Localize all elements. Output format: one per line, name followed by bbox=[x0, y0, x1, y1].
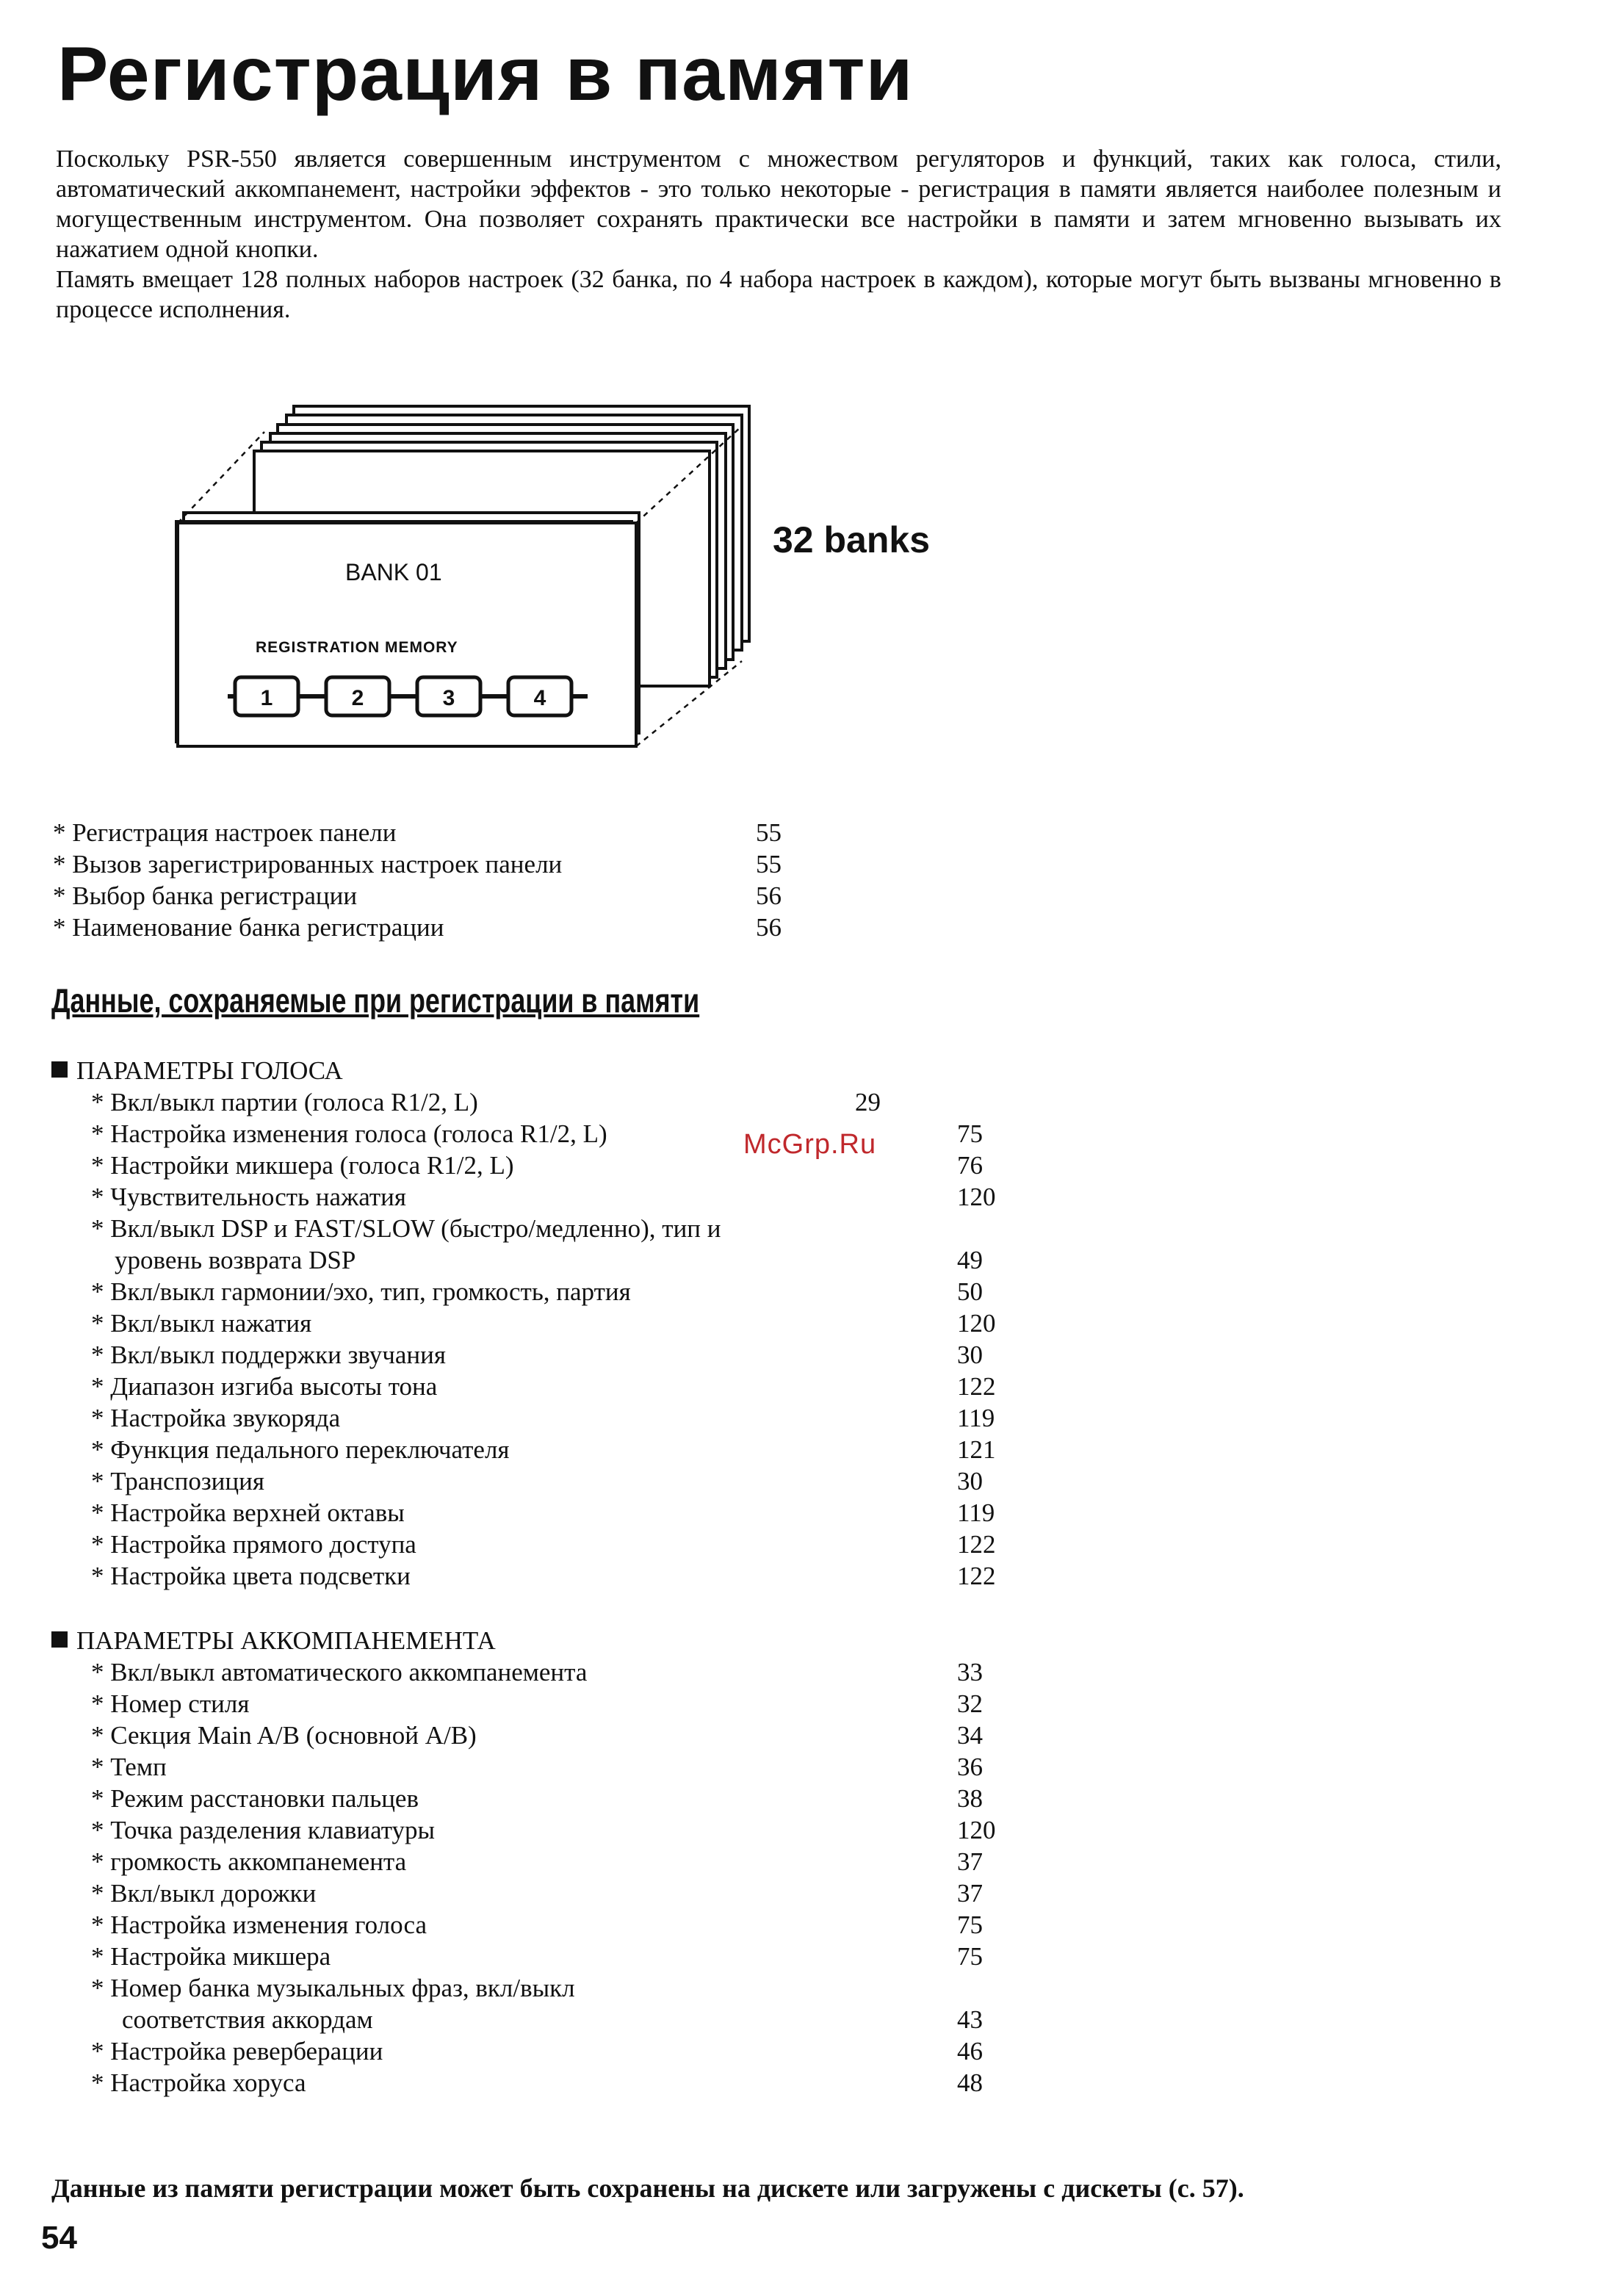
list-item: * Режим расстановки пальцев 38 bbox=[91, 1784, 983, 1813]
footer-note: Данные из памяти регистрации может быть сохранены на дискете или загружены с дискеты (с. 57). bbox=[51, 2173, 1244, 2203]
page-number: 54 bbox=[41, 2220, 77, 2256]
list-item: * Вкл/выкл нажатия 120 bbox=[91, 1309, 996, 1338]
intro-text bbox=[56, 144, 1501, 325]
memory-button-3 bbox=[417, 677, 480, 715]
list-item: * Настройка изменения голоса (голоса R1/2, L) 75 bbox=[91, 1119, 983, 1148]
svg-text:3: 3 bbox=[442, 686, 455, 710]
list-item: * громкость аккомпанемента 37 bbox=[91, 1847, 983, 1876]
list-item: * Настройка звукоряда 119 bbox=[91, 1404, 995, 1432]
list-item: * Настройка реверберации 46 bbox=[91, 2037, 983, 2065]
list-item: * Номер банка музыкальных фраз, вкл/выкл bbox=[91, 1974, 575, 2002]
list-item: * Настройка микшера 75 bbox=[91, 1942, 983, 1971]
svg-text:2: 2 bbox=[351, 686, 364, 710]
list-item: * Вкл/выкл DSP и FAST/SLOW (быстро/медленно), тип и bbox=[91, 1214, 721, 1243]
list-item: * Вкл/выкл автоматического аккомпанемента 33 bbox=[91, 1658, 983, 1686]
list-item: * Вкл/выкл партии (голоса R1/2, L) 29 bbox=[91, 1088, 881, 1116]
list-item: * Диапазон изгиба высоты тона 122 bbox=[91, 1372, 996, 1401]
list-item: * Настройка хоруса 48 bbox=[91, 2068, 983, 2097]
list-item: * Номер стиля 32 bbox=[91, 1689, 983, 1718]
svg-text:1: 1 bbox=[260, 686, 273, 710]
section-heading: Данные, сохраняемые при регистрации в памяти bbox=[51, 981, 700, 1020]
registration-memory-label: REGISTRATION MEMORY bbox=[256, 639, 458, 656]
group-title: ПАРАМЕТРЫ ГОЛОСА bbox=[51, 1056, 343, 1088]
perspective-line bbox=[178, 432, 264, 523]
intro-paragraph-1: Поскольку PSR-550 является совершенным инструментом с множеством регуляторов и функций, таких как голоса, стили, автоматический аккомпанемент, настройки эффектов - это только некоторые - регистрация в памяти является наиболее полезным и могущественным инструментом. Она позволяет сохранять практически все настройки в памяти и затем мгновенно вызывать их нажатием одной кнопки. bbox=[56, 145, 1501, 263]
svg-text:4: 4 bbox=[533, 686, 546, 710]
memory-button-4 bbox=[508, 677, 571, 715]
banks-count-label: 32 banks bbox=[773, 519, 931, 560]
list-item: * Транспозиция 30 bbox=[91, 1467, 983, 1496]
list-item: * Функция педального переключателя 121 bbox=[91, 1435, 996, 1464]
page-title: Регистрация в памяти bbox=[57, 32, 914, 117]
list-item: * Настройка изменения голоса 75 bbox=[91, 1911, 983, 1939]
square-bullet-icon bbox=[51, 1061, 68, 1078]
list-item: уровень возврата DSP 49 bbox=[115, 1246, 983, 1274]
group-title: ПАРАМЕТРЫ АККОМПАНЕМЕНТА bbox=[51, 1626, 496, 1658]
watermark: McGrp.Ru bbox=[743, 1129, 877, 1160]
list-item: * Настройка прямого доступа 122 bbox=[91, 1530, 996, 1559]
accompaniment-parameters-group bbox=[51, 1626, 996, 2100]
list-item: * Вкл/выкл гармонии/эхо, тип, громкость, партия 50 bbox=[91, 1277, 983, 1306]
list-item: * Точка разделения клавиатуры 120 bbox=[91, 1816, 996, 1844]
list-item: * Темп 36 bbox=[91, 1753, 983, 1781]
memory-button-2 bbox=[326, 677, 389, 715]
list-item: * Вкл/выкл дорожки 37 bbox=[91, 1879, 983, 1908]
registration-bank-diagram bbox=[169, 397, 977, 764]
list-item: соответствия аккордам 43 bbox=[122, 2005, 983, 2034]
intro-paragraph-2: Память вмещает 128 полных наборов настроек (32 банка, по 4 набора настроек в каждом), которые могут быть вызваны мгновенно в процессе исполнения. bbox=[56, 266, 1501, 323]
list-item: * Настройки микшера (голоса R1/2, L) 76 bbox=[91, 1151, 983, 1180]
list-item: * Настройка цвета подсветки 122 bbox=[91, 1562, 996, 1590]
list-item: * Настройка верхней октавы 119 bbox=[91, 1498, 995, 1527]
list-item: * Чувствительность нажатия 120 bbox=[91, 1183, 996, 1211]
bank-label: BANK 01 bbox=[345, 559, 442, 585]
list-item: * Вкл/выкл поддержки звучания 30 bbox=[91, 1341, 983, 1369]
memory-button-1 bbox=[235, 677, 298, 715]
list-item: * Секция Main A/B (основной A/B) 34 bbox=[91, 1721, 983, 1750]
square-bullet-icon bbox=[51, 1631, 68, 1648]
